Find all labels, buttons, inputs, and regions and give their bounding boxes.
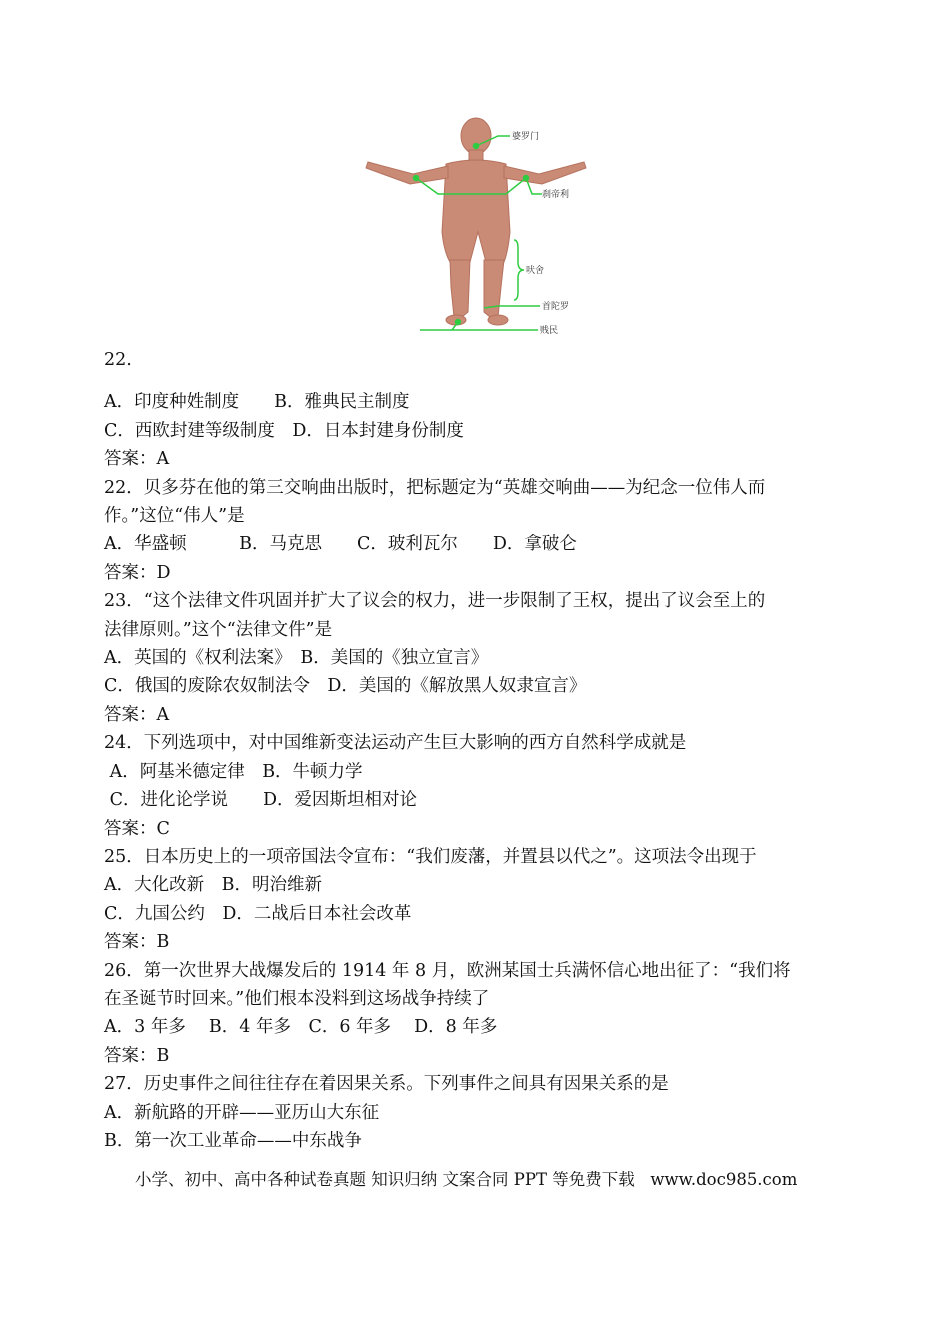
option-line: A．新航路的开辟——亚历山大东征 <box>104 1102 380 1123</box>
label-brahmin: 婆罗门 <box>512 132 540 142</box>
answer-line: 答案：B <box>104 932 170 953</box>
option-line: A．印度种姓制度 B．雅典民主制度 <box>104 392 410 413</box>
option-line: C．西欧封建等级制度 D．日本封建身份制度 <box>104 420 464 441</box>
option-line: A．3 年多 B．4 年多 C．6 年多 D．8 年多 <box>104 1017 498 1038</box>
label-vaishya: 吠舍 <box>526 266 545 276</box>
question-text: 27．历史事件之间往往存在着因果关系。下列事件之间具有因果关系的是 <box>104 1074 669 1095</box>
question-list <box>104 346 864 1155</box>
human-figure-diagram <box>358 112 598 352</box>
option-line: C．俄国的废除农奴制法令 D．美国的《解放黑人奴隶宣言》 <box>104 676 587 697</box>
option-line: B．第一次工业革命——中东战争 <box>104 1130 362 1151</box>
question-text: 25．日本历史上的一项帝国法令宣布：“我们废藩，并置县以代之”。这项法令出现于 <box>104 846 757 867</box>
option-line: A．阿基米德定律 B．牛顿力学 <box>104 761 363 782</box>
caste-body-figure <box>358 112 598 352</box>
answer-line: 答案：B <box>104 1045 170 1066</box>
label-dalit: 贱民 <box>540 326 559 336</box>
answer-line: 答案：A <box>104 449 170 470</box>
question-text: 22．贝多芬在他的第三交响曲出版时，把标题定为“英雄交响曲——为纪念一位伟人而 <box>104 477 766 498</box>
label-kshatriya: 刹帝利 <box>542 190 570 200</box>
page-footer: 小学、初中、高中各种试卷真题 知识归纳 文案合同 PPT 等免费下载 www.doc985.com <box>135 1170 798 1189</box>
option-line: A．华盛顿 B．马克思 C．玻利瓦尔 D．拿破仑 <box>104 534 577 555</box>
label-shudra: 首陀罗 <box>542 302 570 312</box>
option-line: C．九国公约 D．二战后日本社会改革 <box>104 903 412 924</box>
answer-line: 答案：D <box>104 562 171 583</box>
question-text: 26．第一次世界大战爆发后的 1914 年 8 月，欧洲某国士兵满怀信心地出征了：“我们将 <box>104 960 791 981</box>
question-number: 22. <box>104 350 132 370</box>
question-text: 24．下列选项中，对中国维新变法运动产生巨大影响的西方自然科学成就是 <box>104 733 687 754</box>
option-line: A．英国的《权利法案》 B．美国的《独立宣言》 <box>104 648 489 669</box>
answer-line: 答案：C <box>104 818 170 839</box>
question-text: 23．“这个法律文件巩固并扩大了议会的权力，进一步限制了王权，提出了议会至上的 <box>104 591 766 612</box>
question-text: 法律原则。”这个“法律文件”是 <box>104 619 333 640</box>
option-line: A．大化改新 B．明治维新 <box>104 875 322 896</box>
question-text: 作。”这位“伟人”是 <box>104 506 245 527</box>
question-text: 在圣诞节时回来。”他们根本没料到这场战争持续了 <box>104 988 490 1009</box>
option-line: C．进化论学说 D．爱因斯坦相对论 <box>104 790 417 811</box>
answer-line: 答案：A <box>104 704 170 725</box>
